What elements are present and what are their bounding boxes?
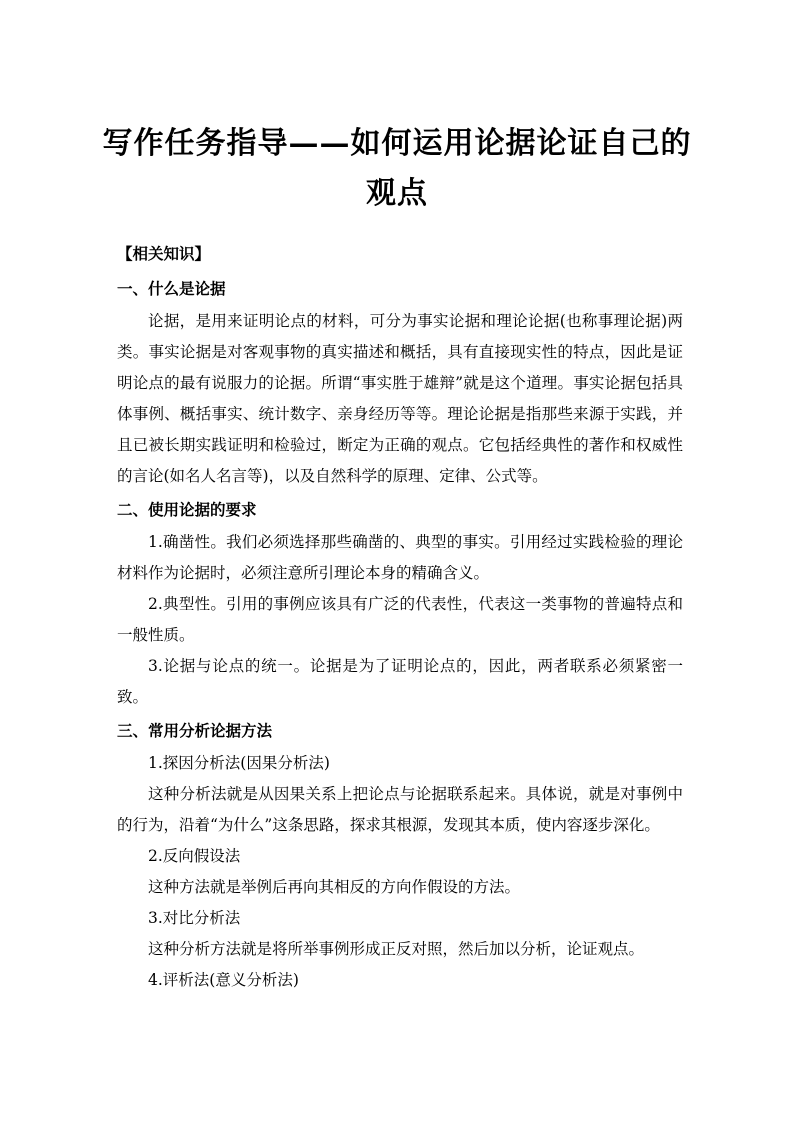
paragraph-evidence-definition: 论据，是用来证明论点的材料，可分为事实论据和理论论据(也称事理论据)两类。事实论据是对客观事物的真实描述和概括，具有直接现实性的特点，因此是证明论点的最有说服力的论据。所谓“事实胜于雄辩”就是这个道理。事实论据包括具体事例、概括事实、统计数字、亲身经历等等。理论论据是指那些来源于实践，并且已被长期实践证明和检验过，断定为正确的观点。它包括经典性的著作和权威性的言论(如名人名言等)，以及自然科学的原理、定律、公式等。 <box>117 312 683 485</box>
document-title-line-1: 写作任务指导——如何运用论据论证自己的 <box>102 126 692 161</box>
method-2-title: 2.反向假设法 <box>148 847 241 865</box>
method-4-title: 4.评析法(意义分析法) <box>148 971 299 989</box>
requirement-item-2: 2.典型性。引用的事例应该具有广泛的代表性，代表这一类事物的普遍特点和一般性质。 <box>117 595 683 644</box>
method-2-text: 这种方法就是举例后再向其相反的方向作假设的方法。 <box>148 878 521 896</box>
requirement-item-1: 1.确凿性。我们必须选择那些确凿的、典型的事实。引用经过实践检验的理论材料作为论据时，必须注意所引理论本身的精确含义。 <box>117 533 683 582</box>
method-1-text: 这种分析法就是从因果关系上把论点与论据联系起来。具体说，就是对事例中的行为，沿着“为什么”这条思路，探求其根源，发现其本质，使内容逐步深化。 <box>117 785 683 834</box>
heading-evidence-requirements: 二、使用论据的要求 <box>117 500 257 519</box>
method-1-title: 1.探因分析法(因果分析法) <box>148 754 330 772</box>
document-body <box>117 236 683 996</box>
section-related-knowledge: 【相关知识】 <box>117 244 211 263</box>
document-title-line-2: 观点 <box>366 176 428 211</box>
heading-analysis-methods: 三、常用分析论据方法 <box>117 721 273 740</box>
heading-what-is-evidence: 一、什么是论据 <box>117 279 226 298</box>
requirement-item-3: 3.论据与论点的统一。论据是为了证明论点的，因此，两者联系必须紧密一致。 <box>117 657 683 706</box>
method-3-title: 3.对比分析法 <box>148 909 241 927</box>
method-3-text: 这种分析方法就是将所举事例形成正反对照，然后加以分析，论证观点。 <box>148 940 645 958</box>
